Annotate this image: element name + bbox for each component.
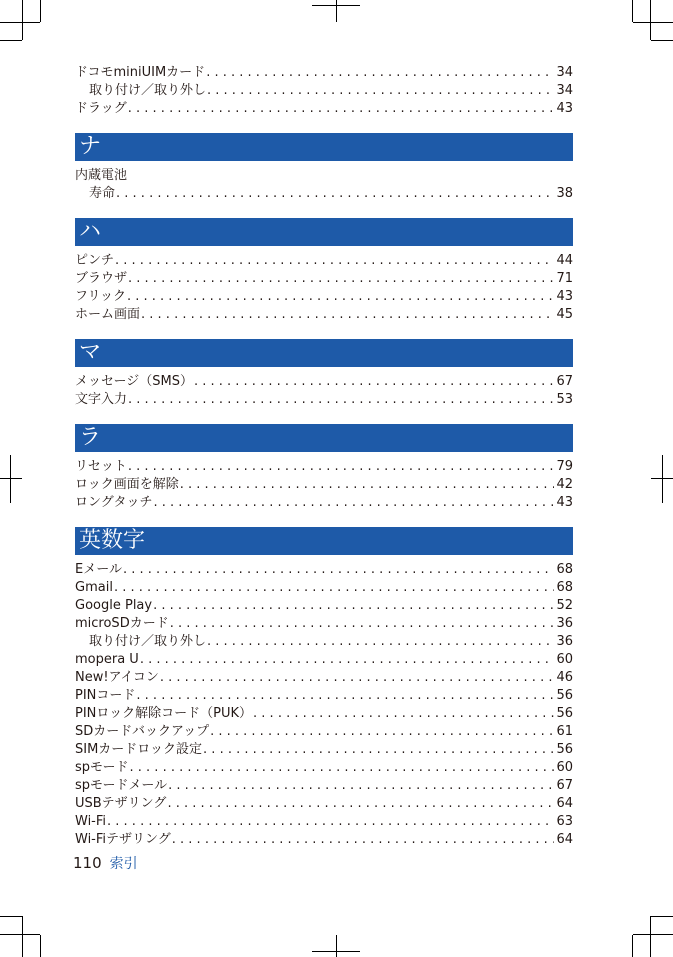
entry-label: spモード — [75, 760, 129, 775]
page-footer — [73, 853, 138, 873]
dot-leader — [207, 633, 554, 651]
crop-mark — [632, 0, 633, 22]
entry-page: 34 — [556, 83, 573, 98]
index-entry[interactable] — [75, 64, 573, 82]
crop-mark — [40, 0, 41, 22]
index-entry[interactable] — [75, 669, 573, 687]
dot-leader — [160, 669, 555, 687]
index-entry[interactable] — [75, 270, 573, 288]
entry-label: ブラウザ — [75, 271, 128, 286]
index-entry[interactable] — [75, 561, 573, 579]
entry-page: 71 — [556, 271, 573, 286]
entry-label: 寿命 — [89, 186, 116, 201]
index-entry[interactable] — [75, 476, 573, 494]
footer-label: 索引 — [109, 856, 138, 872]
entry-page: 56 — [556, 688, 573, 703]
entry-label: 取り付け／取り外し — [89, 83, 207, 98]
entry-page: 67 — [556, 374, 573, 389]
dot-leader — [153, 597, 554, 615]
dot-leader — [114, 579, 555, 597]
entry-label: ドラッグ — [75, 101, 127, 116]
crop-mark — [0, 478, 22, 479]
index-entry[interactable] — [75, 813, 573, 831]
entry-page: 79 — [556, 459, 573, 474]
crop-mark — [0, 40, 22, 41]
dot-leader — [167, 795, 554, 813]
entry-page: 68 — [556, 562, 573, 577]
dot-leader — [123, 561, 554, 579]
dot-leader — [253, 705, 554, 723]
index-entry[interactable] — [75, 597, 573, 615]
index-entry[interactable] — [75, 795, 573, 813]
crop-mark — [336, 935, 337, 957]
crop-mark — [10, 455, 11, 503]
entry-label: ロングタッチ — [75, 495, 153, 510]
entry-page: 67 — [556, 778, 573, 793]
entry-label: SDカードバックアップ — [75, 724, 210, 739]
entry-label: SIMカードロック設定 — [75, 742, 203, 757]
entry-page: 53 — [556, 392, 573, 407]
dot-leader — [207, 82, 554, 100]
dot-leader — [128, 391, 554, 409]
entry-page: 45 — [556, 307, 573, 322]
entry-label: microSDカード — [75, 616, 169, 631]
crop-mark — [651, 916, 673, 917]
entry-page: 56 — [556, 742, 573, 757]
entry-page: 68 — [556, 580, 573, 595]
entry-label: ピンチ — [75, 253, 115, 268]
entry-page: 34 — [556, 65, 573, 80]
index-entry[interactable] — [75, 100, 573, 118]
dot-leader — [210, 723, 554, 741]
index-entry[interactable] — [75, 373, 573, 391]
dot-leader — [127, 288, 554, 306]
entry-page: 63 — [556, 814, 573, 829]
dot-leader — [116, 185, 554, 203]
crop-mark — [0, 916, 22, 917]
entry-label: 文字入力 — [75, 392, 128, 407]
index-entry[interactable] — [75, 687, 573, 705]
entry-label: リセット — [75, 459, 127, 474]
entry-page: 42 — [556, 477, 573, 492]
section-heading: ナ — [75, 133, 573, 161]
crop-mark — [651, 40, 673, 41]
entry-label: New!アイコン — [75, 670, 159, 685]
index-entry[interactable] — [75, 633, 573, 651]
dot-leader — [115, 252, 554, 270]
entry-label: ホーム画面 — [75, 307, 141, 322]
dot-leader — [168, 777, 554, 795]
crop-mark — [336, 0, 337, 22]
entry-label: ドコモminiUIMカード — [75, 65, 206, 80]
entry-label: mopera U — [75, 652, 139, 667]
crop-mark — [22, 916, 23, 957]
entry-label: Wi-Fiテザリング — [75, 832, 171, 847]
entry-label: 取り付け／取り外し — [89, 634, 207, 649]
crop-mark — [633, 934, 673, 935]
index-entry[interactable] — [75, 458, 573, 476]
dot-leader — [170, 615, 555, 633]
entry-label: PINロック解除コード（PUK） — [75, 706, 253, 721]
entry-label: PINコード — [75, 688, 136, 703]
index-entry[interactable] — [75, 831, 573, 849]
entry-page: 44 — [556, 253, 573, 268]
entry-page: 38 — [556, 186, 573, 201]
entry-label: Google Play — [75, 598, 153, 613]
entry-label: メッセージ（SMS） — [75, 374, 193, 389]
dot-leader — [141, 306, 554, 324]
index-entry[interactable] — [75, 494, 573, 512]
crop-mark — [22, 0, 23, 40]
entry-label: USBテザリング — [75, 796, 167, 811]
entry-page: 64 — [556, 832, 573, 847]
crop-mark — [662, 455, 663, 503]
entry-page: 61 — [556, 724, 573, 739]
entry-label: Wi-Fi — [75, 814, 107, 829]
entry-page: 64 — [556, 796, 573, 811]
dot-leader — [194, 373, 555, 391]
index-entry[interactable] — [75, 615, 573, 633]
entry-label: フリック — [75, 289, 126, 304]
crop-mark — [40, 935, 41, 957]
dot-leader — [180, 476, 555, 494]
crop-mark — [650, 0, 651, 40]
index-entry[interactable] — [75, 723, 573, 741]
index-entry[interactable] — [75, 777, 573, 795]
entry-page: 43 — [556, 101, 573, 116]
section-heading: 英数字 — [75, 527, 573, 555]
crop-mark — [650, 916, 651, 957]
entry-label: spモードメール — [75, 778, 168, 793]
page-number: 110 — [73, 854, 102, 872]
index-entry[interactable] — [75, 288, 573, 306]
section-heading: マ — [75, 339, 573, 367]
entry-page: 43 — [556, 495, 573, 510]
entry-page: 36 — [556, 634, 573, 649]
dot-leader — [206, 64, 554, 82]
entry-page: 43 — [556, 289, 573, 304]
entry-page: 60 — [556, 760, 573, 775]
entry-page: 60 — [556, 652, 573, 667]
index-entry[interactable] — [75, 651, 573, 669]
index-entry[interactable] — [75, 252, 573, 270]
entry-page: 36 — [556, 616, 573, 631]
entry-label: Gmail — [75, 580, 113, 595]
dot-leader — [130, 759, 555, 777]
dot-leader — [140, 651, 555, 669]
entry-label: ロック画面を解除 — [75, 477, 179, 492]
crop-mark — [0, 934, 40, 935]
index-list — [75, 64, 573, 849]
dot-leader — [128, 458, 555, 476]
index-entry[interactable] — [75, 306, 573, 324]
index-entry[interactable] — [75, 579, 573, 597]
entry-page: 46 — [556, 670, 573, 685]
section-heading: ハ — [75, 218, 573, 246]
index-entry[interactable] — [75, 185, 573, 203]
dot-leader — [136, 687, 554, 705]
entry-label: Eメール — [75, 562, 122, 577]
dot-leader — [153, 494, 554, 512]
entry-page: 56 — [556, 706, 573, 721]
index-entry[interactable] — [75, 759, 573, 777]
crop-mark — [633, 22, 673, 23]
crop-mark — [632, 935, 633, 957]
index-entry[interactable] — [75, 82, 573, 100]
index-entry[interactable] — [75, 741, 573, 759]
dot-leader — [107, 813, 554, 831]
index-subheading: 内蔵電池 — [75, 168, 128, 183]
section-heading: ラ — [75, 424, 573, 452]
entry-page: 52 — [556, 598, 573, 613]
dot-leader — [128, 270, 554, 288]
crop-mark — [0, 22, 40, 23]
dot-leader — [128, 100, 555, 118]
index-entry[interactable] — [75, 391, 573, 409]
index-entry[interactable] — [75, 705, 573, 723]
dot-leader — [172, 831, 555, 849]
dot-leader — [203, 741, 554, 759]
